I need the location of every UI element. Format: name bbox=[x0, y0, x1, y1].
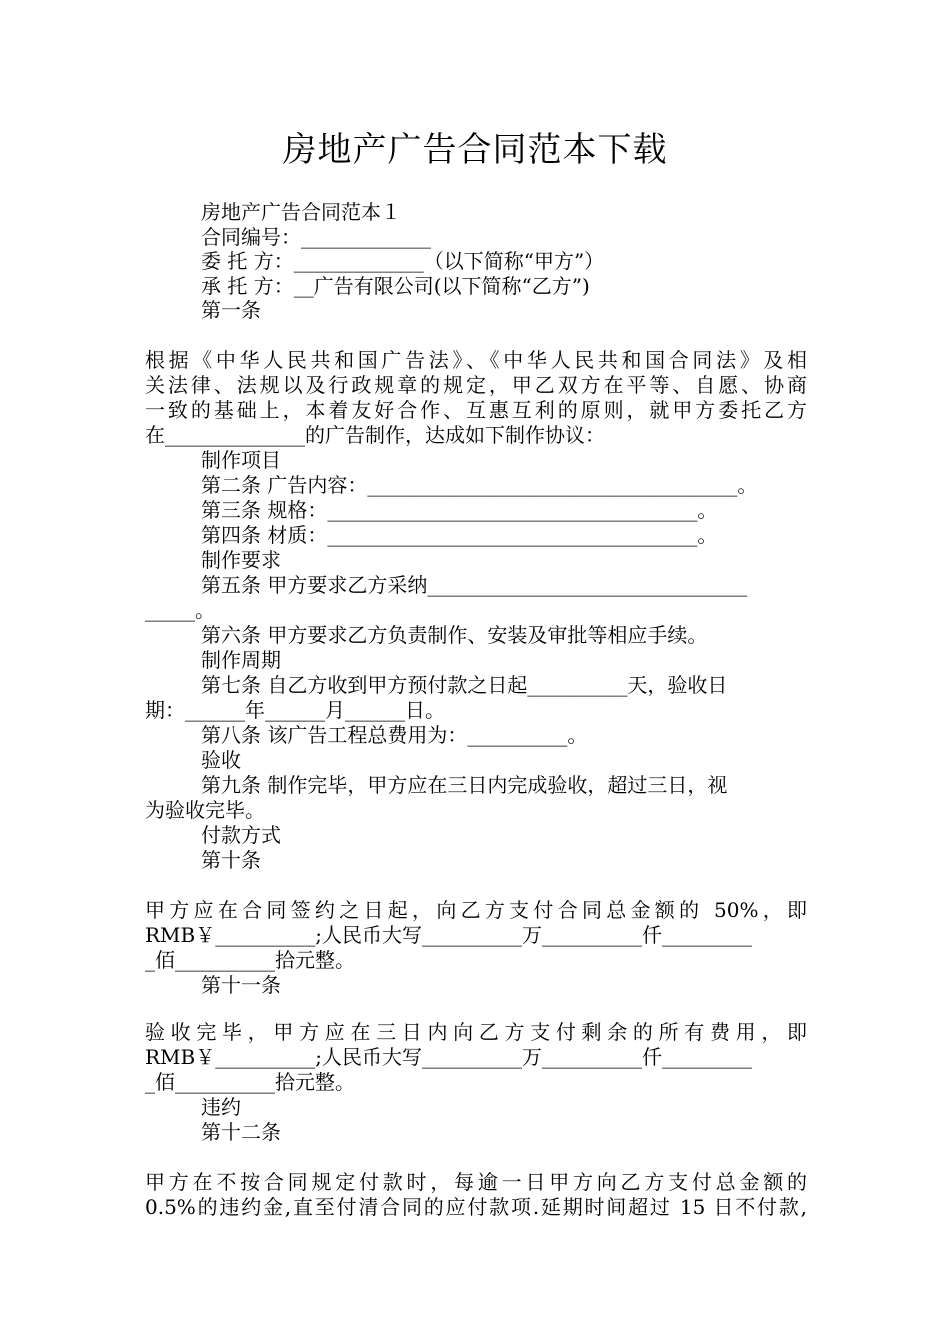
article-10-text-line-3: _佰__________拾元整。 bbox=[145, 948, 355, 972]
article-12-heading: 第十二条 bbox=[201, 1120, 281, 1144]
article-9-line-1: 第九条 制作完毕，甲方应在三日内完成验收，超过三日，视 bbox=[201, 773, 728, 797]
article-10-heading: 第十条 bbox=[201, 848, 261, 872]
article-1-text-line-3: 一致的基础上，本着友好合作、互惠互利的原则，就甲方委托乙方 bbox=[145, 398, 807, 422]
article-11-text-line-2: RMB￥__________;人民币大写__________万__________仟_________ bbox=[145, 1045, 752, 1069]
article-1-text-line-4: 在______________的广告制作，达成如下制作协议： bbox=[145, 423, 605, 447]
article-4-line: 第四条 材质：_____________________________________。 bbox=[201, 523, 718, 547]
article-7-line-2: 期：______年______月______日。 bbox=[145, 698, 445, 722]
section-production-requirements: 制作要求 bbox=[201, 548, 281, 572]
article-1-heading: 第一条 bbox=[201, 298, 261, 322]
article-7-line-1: 第七条 自乙方收到甲方预付款之日起__________天，验收日 bbox=[201, 673, 728, 697]
article-10-text-line-1: 甲方应在合同签约之日起，向乙方支付合同总金额的 50%，即 bbox=[145, 898, 807, 922]
contract-heading: 房地产广告合同范本１ bbox=[201, 200, 401, 224]
section-acceptance: 验收 bbox=[201, 748, 241, 772]
article-2-line: 第二条 广告内容：_____________________________________。 bbox=[201, 473, 758, 497]
article-9-line-2: 为验收完毕。 bbox=[145, 798, 265, 822]
contract-number-line: 合同编号：_____________ bbox=[201, 225, 431, 249]
article-6-line: 第六条 甲方要求乙方负责制作、安装及审批等相应手续。 bbox=[201, 623, 708, 647]
section-payment-method: 付款方式 bbox=[201, 823, 281, 847]
section-breach: 违约 bbox=[201, 1095, 241, 1119]
contractor-party-line: 承 托 方：__广告有限公司(以下简称“乙方”) bbox=[201, 274, 590, 298]
article-11-heading: 第十一条 bbox=[201, 973, 281, 997]
section-production-period: 制作周期 bbox=[201, 648, 281, 672]
article-3-line: 第三条 规格：_____________________________________。 bbox=[201, 498, 718, 522]
article-10-text-line-2: RMB￥__________;人民币大写__________万__________仟_________ bbox=[145, 923, 752, 947]
article-8-line: 第八条 该广告工程总费用为：__________。 bbox=[201, 723, 588, 747]
article-1-text-line-2: 关法律、法规以及行政规章的规定，甲乙双方在平等、自愿、协商 bbox=[145, 373, 807, 397]
article-5-line-1: 第五条 甲方要求乙方采纳________________________________ bbox=[201, 573, 748, 597]
article-12-text-line-1: 甲方在不按合同规定付款时，每逾一日甲方向乙方支付总金额的 bbox=[145, 1170, 807, 1194]
section-production-items: 制作项目 bbox=[201, 448, 281, 472]
client-party-line: 委 托 方：_____________（以下简称“甲方”） bbox=[201, 249, 605, 273]
article-11-text-line-1: 验收完毕，甲方应在三日内向乙方支付剩余的所有费用，即 bbox=[145, 1020, 807, 1044]
article-11-text-line-3: _佰__________拾元整。 bbox=[145, 1070, 355, 1094]
article-12-text-line-2: 0.5%的违约金,直至付清合同的应付款项.延期时间超过 15 日不付款, bbox=[145, 1195, 807, 1219]
article-1-text-line-1: 根据《中华人民共和国广告法》、《中华人民共和国合同法》及相 bbox=[145, 348, 807, 372]
document-title: 房地产广告合同范本下载 bbox=[282, 130, 668, 170]
article-5-line-2: _____。 bbox=[145, 598, 215, 622]
